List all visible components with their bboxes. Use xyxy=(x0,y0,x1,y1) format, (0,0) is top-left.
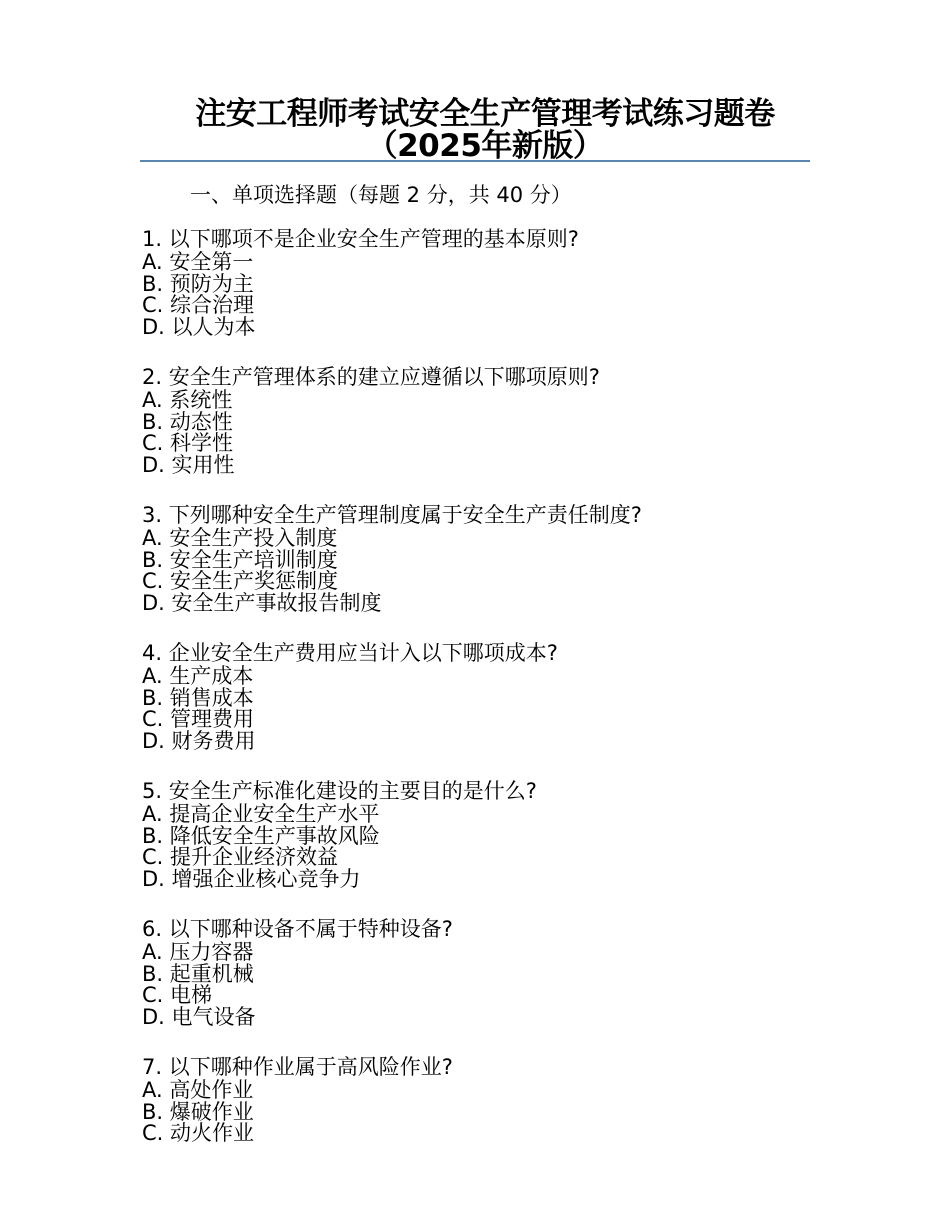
answer-option: B. 动态性 xyxy=(142,409,233,434)
answer-option: C. 综合治理 xyxy=(142,293,255,317)
question-text: 3. 下列哪种安全生产管理制度属于安全生产责任制度? xyxy=(142,503,642,527)
answer-option: D. 实用性 xyxy=(142,452,235,477)
question-text: 5. 安全生产标准化建设的主要目的是什么? xyxy=(142,779,537,803)
answer-option: C. 管理费用 xyxy=(142,707,255,731)
answer-option: D. 以人为本 xyxy=(142,314,256,339)
answer-option: A. 压力容器 xyxy=(142,940,254,964)
answer-option: D. 财务费用 xyxy=(142,728,256,753)
answer-option: D. 电气设备 xyxy=(142,1004,256,1029)
answer-option: A. 生产成本 xyxy=(142,664,254,688)
answer-option: A. 安全生产投入制度 xyxy=(142,526,338,550)
question-item xyxy=(142,778,842,890)
question-item xyxy=(142,916,842,1028)
question-text: 4. 企业安全生产费用应当计入以下哪项成本? xyxy=(142,641,558,665)
question-item xyxy=(142,502,842,614)
answer-option: B. 预防为主 xyxy=(142,271,254,296)
answer-option: C. 科学性 xyxy=(142,431,234,455)
question-item xyxy=(142,226,842,338)
answer-option: B. 安全生产培训制度 xyxy=(142,547,338,572)
answer-option: D. 安全生产事故报告制度 xyxy=(142,590,382,615)
answer-option: D. 增强企业核心竞争力 xyxy=(142,866,361,891)
question-text: 2. 安全生产管理体系的建立应遵循以下哪项原则? xyxy=(142,365,600,389)
question-item xyxy=(142,640,842,752)
answer-option: C. 安全生产奖惩制度 xyxy=(142,569,339,593)
answer-option: A. 安全第一 xyxy=(142,250,254,274)
answer-option: B. 降低安全生产事故风险 xyxy=(142,823,380,848)
question-list xyxy=(142,226,842,1171)
answer-option: A. 提高企业安全生产水平 xyxy=(142,802,380,826)
answer-option: B. 起重机械 xyxy=(142,961,254,986)
question-text: 1. 以下哪项不是企业安全生产管理的基本原则? xyxy=(142,227,579,251)
answer-option: A. 系统性 xyxy=(142,388,233,412)
answer-option: B. 销售成本 xyxy=(142,685,254,710)
answer-option: C. 动火作业 xyxy=(142,1121,255,1145)
document-title: 注安工程师考试安全生产管理考试练习题卷（2025年新版） xyxy=(195,96,775,164)
question-item xyxy=(142,1054,842,1145)
answer-option: C. 提升企业经济效益 xyxy=(142,845,339,869)
section-heading: 一、单项选择题（每题 2 分，共 40 分） xyxy=(190,183,572,207)
answer-option: A. 高处作业 xyxy=(142,1078,254,1102)
question-text: 7. 以下哪种作业属于高风险作业? xyxy=(142,1055,453,1079)
question-item xyxy=(142,364,842,476)
question-text: 6. 以下哪种设备不属于特种设备? xyxy=(142,917,453,941)
title-divider xyxy=(140,160,810,162)
answer-option: C. 电梯 xyxy=(142,983,213,1007)
answer-option: B. 爆破作业 xyxy=(142,1099,254,1124)
